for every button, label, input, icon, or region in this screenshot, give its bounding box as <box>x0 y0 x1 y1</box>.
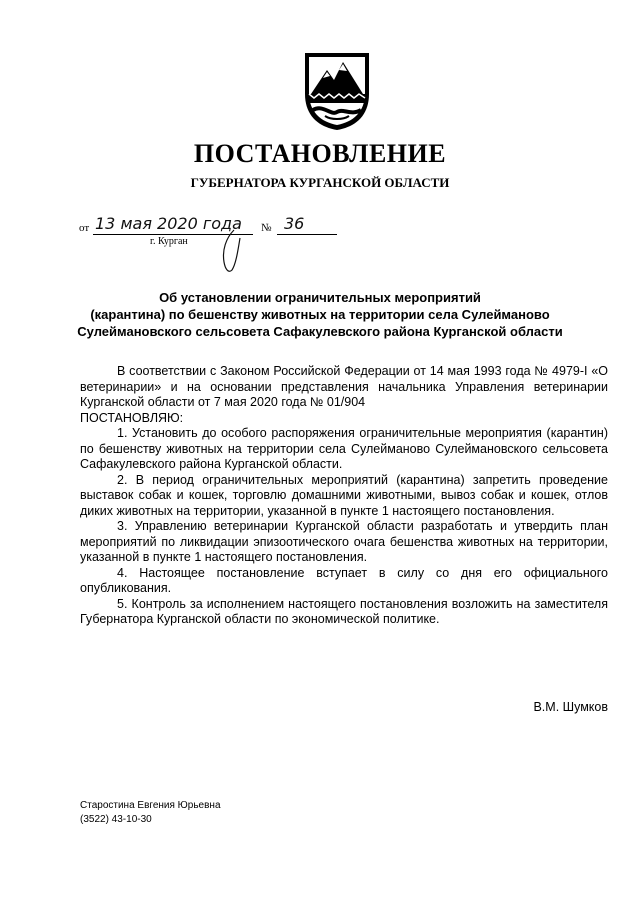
heading-line: (карантина) по бешенству животных на территории села Сулейманово <box>90 307 550 322</box>
decree-item: 3. Управлению ветеринарии Курганской области разработать и утвердить план мероприятий по ликвидации эпизоотического очага бешенства животных на территории, указанной в пункте 1 настоящего постановления. <box>80 519 608 564</box>
document-issuer: ГУБЕРНАТОРА КУРГАНСКОЙ ОБЛАСТИ <box>190 175 450 190</box>
heading-line: Об установлении ограничительных мероприятий <box>159 290 481 305</box>
preamble-paragraph: В соответствии с Законом Российской Федерации от 14 мая 1993 года № 4979-I «О ветеринарии» и на основании представления начальника Управления ветеринарии Курганской области от 7 мая 2020 года № 01/904 <box>80 364 608 409</box>
decree-word: ПОСТАНОВЛЯЮ: <box>80 410 184 425</box>
heading-line: Сулеймановского сельсовета Сафакулевского района Курганской области <box>77 324 563 339</box>
number-sign: № <box>261 222 272 234</box>
decree-item: 1. Установить до особого распоряжения ограничительные мероприятия (карантин) по бешенству животных на территории села Сулейманово Сулеймановского сельсовета Сафакулевского района Курганской области. <box>80 426 608 471</box>
document-heading <box>60 289 580 340</box>
coat-of-arms-icon <box>301 50 373 132</box>
decree-item: 2. В период ограничительных мероприятий (карантина) запретить проведение выставок собак и кошек, торговлю домашними животными, вывоз собак и кошек, отлов диких животных на территории, указанной в пункте 1 настоящего постановления. <box>80 472 608 518</box>
handwritten-flourish <box>216 228 246 276</box>
decree-item: 5. Контроль за исполнением настоящего постановления возложить на заместителя Губернатора Курганской области по экономической политике. <box>80 596 608 626</box>
signatory-name: В.М. Шумков <box>533 700 608 714</box>
number-underline <box>277 234 337 235</box>
handwritten-number: 36 <box>284 214 305 233</box>
decree-item: 4. Настоящее постановление вступает в силу со дня его официального опубликования. <box>80 565 608 595</box>
contact-name: Старостина Евгения Юрьевна <box>80 800 221 811</box>
contact-phone: (3522) 43-10-30 <box>80 814 152 825</box>
contact-block <box>80 799 221 827</box>
city-label: г. Курган <box>150 236 188 247</box>
document-body <box>80 364 608 628</box>
handwritten-date: 13 мая 2020 года <box>95 214 242 233</box>
document-title: ПОСТАНОВЛЕНИЕ <box>193 139 447 168</box>
date-from-label: от <box>79 222 90 234</box>
